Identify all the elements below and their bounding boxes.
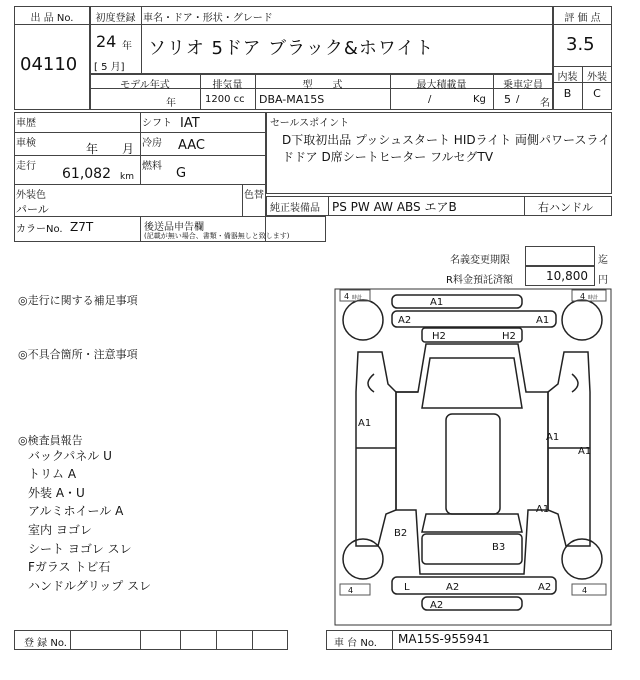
color-no-label: カラーNo. xyxy=(16,224,63,235)
body-outline xyxy=(396,344,548,574)
max-load-sep: / xyxy=(428,94,432,105)
lot-no: 04110 xyxy=(20,54,78,75)
hood-left-code: A2 xyxy=(398,315,412,326)
equipment: PS PW AW ABS エアB xyxy=(332,200,457,214)
first-reg-label: 初度登録 xyxy=(95,13,136,24)
sales-line-2: ドドア D席シートヒーター フルセグTV xyxy=(282,150,494,164)
chassis-no: MA15S-955941 xyxy=(398,632,490,646)
inspector-item: 室内 ヨゴレ xyxy=(28,523,92,537)
steering: 右ハンドル xyxy=(538,201,593,214)
first-reg-year-unit: 年 xyxy=(122,41,132,52)
rear-right-code: A2 xyxy=(538,582,552,593)
exterior-label: 外装 xyxy=(587,72,607,83)
left-side xyxy=(356,352,396,546)
front-bumper-code: A1 xyxy=(430,297,444,308)
tire-br: 4 xyxy=(582,586,588,595)
mileage: 61,082 xyxy=(62,166,111,182)
ac: AAC xyxy=(178,138,205,153)
fuel-label: 燃料 xyxy=(142,161,162,172)
interior-grade: B xyxy=(563,87,572,100)
roof xyxy=(446,414,500,514)
equipment-label: 純正装備品 xyxy=(270,203,320,214)
model-type: DBA-MA15S xyxy=(259,93,325,106)
car-name: ソリオ 5ドア ブラック&ホワイト xyxy=(148,38,435,59)
driving-notes-label: ◎走行に関する補足事項 xyxy=(18,294,138,307)
hood-right-code: A1 xyxy=(536,315,550,326)
first-reg-month: [ 5 月] xyxy=(94,62,125,73)
tire-unit-right: 時計 xyxy=(588,295,599,301)
tire-tr: 4 xyxy=(580,292,586,301)
color-label: 外装色 xyxy=(16,190,46,201)
sales-label: セールスポイント xyxy=(270,118,350,129)
displacement: 1200 cc xyxy=(205,94,245,105)
recycle-label: R料金預託済額 xyxy=(446,275,513,286)
damage-diagram xyxy=(334,288,612,626)
inspection-year-unit: 年 xyxy=(86,142,99,156)
inspector-item: バックパネル U xyxy=(28,449,112,463)
shift-label: シフト xyxy=(142,118,172,129)
rear-center-code: B3 xyxy=(492,542,506,553)
capacity-sep: / xyxy=(516,94,520,105)
car-name-label: 車名・ドア・形状・グレード xyxy=(143,13,273,24)
right-rear-code: A1 xyxy=(536,504,550,515)
displacement-label: 排気量 xyxy=(212,80,243,91)
color-no: Z7T xyxy=(70,220,94,234)
left-mirror xyxy=(368,374,374,392)
capacity: 5 xyxy=(504,93,511,106)
light-left-code: H2 xyxy=(432,331,446,342)
capacity-label: 乗車定員 xyxy=(503,80,543,91)
inspector-item: Fガラス トビ石 xyxy=(28,560,111,574)
inspector-item: ハンドルグリップ スレ xyxy=(28,579,152,593)
score-label: 評 価 点 xyxy=(564,13,601,24)
lot-no-label: 出 品 No. xyxy=(30,13,74,24)
right-side-code: A1 xyxy=(578,446,592,457)
tire-front-right xyxy=(562,300,602,340)
shift: IAT xyxy=(180,116,200,131)
windshield xyxy=(422,358,522,408)
ac-label: 冷房 xyxy=(142,138,162,149)
rear-bumper-code: A2 xyxy=(430,600,444,611)
inspector-item: 外装 A・U xyxy=(28,486,85,500)
docs-label: 後送品申告欄 xyxy=(144,222,204,233)
max-load-label: 最大積載量 xyxy=(416,80,467,91)
color: パール xyxy=(16,203,49,216)
rear-left-code: B2 xyxy=(394,528,408,539)
mileage-unit: km xyxy=(120,172,134,182)
interior-label: 内装 xyxy=(557,72,578,83)
tire-rear-right xyxy=(562,539,602,579)
score: 3.5 xyxy=(566,34,595,55)
first-reg-year: 24 xyxy=(96,32,117,51)
rear-lights xyxy=(392,577,556,594)
rear-glass xyxy=(422,514,522,532)
tire-rear-left xyxy=(343,539,383,579)
tire-tl: 4 xyxy=(344,292,350,301)
tire-unit-left: 時計 xyxy=(352,295,363,301)
tire-front-left xyxy=(343,300,383,340)
name-change-unit: 迄 xyxy=(598,255,608,266)
inspector-item: トリム A xyxy=(28,467,77,481)
inspection-month-unit: 月 xyxy=(122,142,135,156)
right-front-code: A1 xyxy=(546,432,560,443)
rear-panel xyxy=(422,534,522,564)
docs-note: (記載が無い場合、書類・備器無しと致します) xyxy=(144,232,290,240)
inspection-label: 車検 xyxy=(16,138,36,149)
capacity-unit: 名 xyxy=(540,98,550,109)
max-load-unit: Kg xyxy=(473,94,486,105)
inspector-item: シート ヨゴレ スレ xyxy=(28,542,132,556)
rear-l-code: L xyxy=(404,582,410,593)
left-front-code: A1 xyxy=(358,418,372,429)
recycle-amount: 10,800 xyxy=(546,269,588,283)
sales-line-1: D下取初出品 プッシュスタート HIDライト 両側パワースライ xyxy=(282,133,611,147)
fuel: G xyxy=(176,166,187,181)
recycle-unit: 円 xyxy=(598,275,608,286)
mileage-label: 走行 xyxy=(16,161,36,172)
reg-no-label: 登 録 No. xyxy=(24,638,67,649)
right-mirror xyxy=(572,374,578,392)
rear-a2-code: A2 xyxy=(446,582,460,593)
type-label: 型 式 xyxy=(302,80,343,91)
model-year-unit: 年 xyxy=(166,98,176,109)
model-year-label: モデル年式 xyxy=(120,80,170,91)
chassis-label: 車 台 No. xyxy=(334,638,377,649)
name-change-box xyxy=(525,246,595,266)
hood xyxy=(392,311,556,327)
name-change-label: 名義変更期限 xyxy=(450,255,510,266)
history-label: 車歴 xyxy=(16,118,36,129)
tire-bl: 4 xyxy=(348,586,354,595)
inspector-report-label: ◎検査員報告 xyxy=(18,434,83,447)
color-change-label: 色替 xyxy=(244,190,264,201)
front-bumper xyxy=(392,295,522,308)
inspector-item: アルミホイール A xyxy=(28,504,124,518)
light-right-code: H2 xyxy=(502,331,516,342)
defects-label: ◎不具合箇所・注意事項 xyxy=(18,348,138,361)
exterior-grade: C xyxy=(593,87,601,100)
